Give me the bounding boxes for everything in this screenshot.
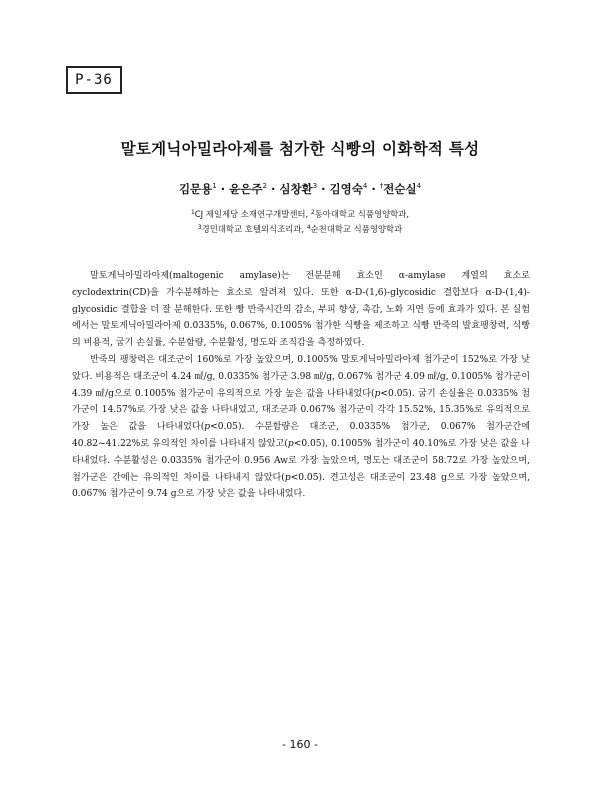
p-value-symbol: p (287, 438, 294, 449)
affiliation-text: 순천대학교 식품영양학과 (310, 224, 403, 234)
author-name: 전순실 (383, 182, 417, 196)
affiliation-line (0, 206, 600, 221)
author-name: 심창환 (279, 182, 313, 196)
author-name: 김영숙 (329, 182, 363, 196)
affiliation-text: 경민대학교 호텔외식조리과, (201, 224, 305, 234)
author-separator: · (220, 182, 226, 196)
abstract-text: <0.05). 굽기 손실율은 0.0335% 첨가군이 14.57%로 가장 낮은 값을 나타내었고, 대조군과 0.067% 첨가군이 각각 15.52%, 15.35%로 유의적으로 가장 높은 값을 나타내었다( (72, 388, 531, 433)
affiliation-number: 3 (197, 224, 202, 231)
author-name: 김문용 (178, 182, 213, 196)
author-affil-mark: 3 (312, 182, 318, 190)
affiliation-list (0, 206, 600, 236)
abstract-paragraph (72, 352, 530, 503)
abstract-text: <0.05). 견고성은 대조군이 23.48 g으로 가장 높았으며, 0.067% 첨가군이 9.74 g으로 가장 낮은 값을 나타내었다. (72, 472, 530, 500)
author-affil-mark: 4 (416, 182, 422, 190)
author-affil-mark: 1 (212, 182, 217, 190)
author-affil-mark: 2 (262, 182, 267, 190)
affiliation-number: 2 (310, 209, 315, 216)
abstract-text: <0.05). 수분함량은 대조군, 0.0335% 첨가군, 0.067% 첨가군간에 40.82~41.22%로 유의적인 차이를 나타내지 않았고( (72, 422, 530, 449)
abstract-body (72, 268, 530, 503)
author-separator: · (270, 182, 276, 196)
page-number: - 160 - (282, 738, 318, 751)
affiliation-text: 동아대학교 식품영양학과, (314, 209, 410, 219)
p-value-symbol: p (204, 422, 211, 433)
affiliation-text: CJ 제일제당 소재연구개발센터, (194, 209, 309, 219)
affiliation-line (0, 221, 600, 236)
corresponding-author-mark: † (379, 182, 384, 190)
affiliation-number: 1 (190, 209, 195, 216)
author-list (0, 181, 600, 197)
paper-title: 말토게닉아밀라아제를 첨가한 식빵의 이화학적 특성 (120, 140, 480, 158)
abstract-text: 반죽의 팽창력은 대조군이 160%로 가장 높았으며, 0.1005% 말토게닉아밀라아제 첨가군이 152%로 가장 낮았다. 비용적은 대조군이 4.24 ㎖/g, 0.0335% 첨가군 3.98 ㎖/g, 0.067% 첨가군 4.09 ㎖/g, 0.1005% 첨가군이 4.39 ㎖/g으로 0.1005% 첨가군이 유의적으로 가장 높은 값을 나타내었다( (72, 354, 530, 399)
paper-code-box (66, 66, 122, 94)
abstract-paragraph: 말토게닉아밀라아제(maltogenic amylase)는 전분분해 효소인 α-amylase 계열의 효소로 cyclodextrin(CD)을 가수분해하는 효소로 알려져 있다. 또한 α-D-(1,6)-glycosidic 결합보다 α-D-(1,4)-glycosidic 결합을 더 잘 분해한다. 또한 빵 반죽시간의 감소, 부피 향상, 촉감, 노화 지연 등에 효과가 있다. 본 실험에서는 말토게닉아밀라아제 0.0335%, 0.067%, 0.1005% 첨가한 식빵을 제조하고 식빵 반죽의 발효팽창력, 식빵의 비용적, 굽기 손실률, 수분함량, 수분활성, 명도와 조직감을 측정하였다. (72, 271, 530, 349)
abstract-text: <0.05), 0.1005% 첨가군이 40.10%로 가장 낮은 값을 나타내었다. 수분활성은 0.0335% 첨가군이 0.956 Aw로 가장 높았으며, 명도는 대조군이 58.72로 가장 높았으며, 첨가군은 간에는 유의적인 차이를 나타내지 않았다( (72, 438, 530, 483)
paper-code: P-36 (75, 72, 113, 88)
affiliation-number: 4 (306, 224, 311, 231)
author-name: 윤은주 (229, 182, 263, 196)
author-affil-mark: 4 (362, 182, 368, 190)
author-separator: · (371, 182, 376, 196)
author-separator: · (321, 182, 326, 196)
p-value-symbol: p (374, 388, 381, 399)
p-value-symbol: p (284, 472, 291, 483)
